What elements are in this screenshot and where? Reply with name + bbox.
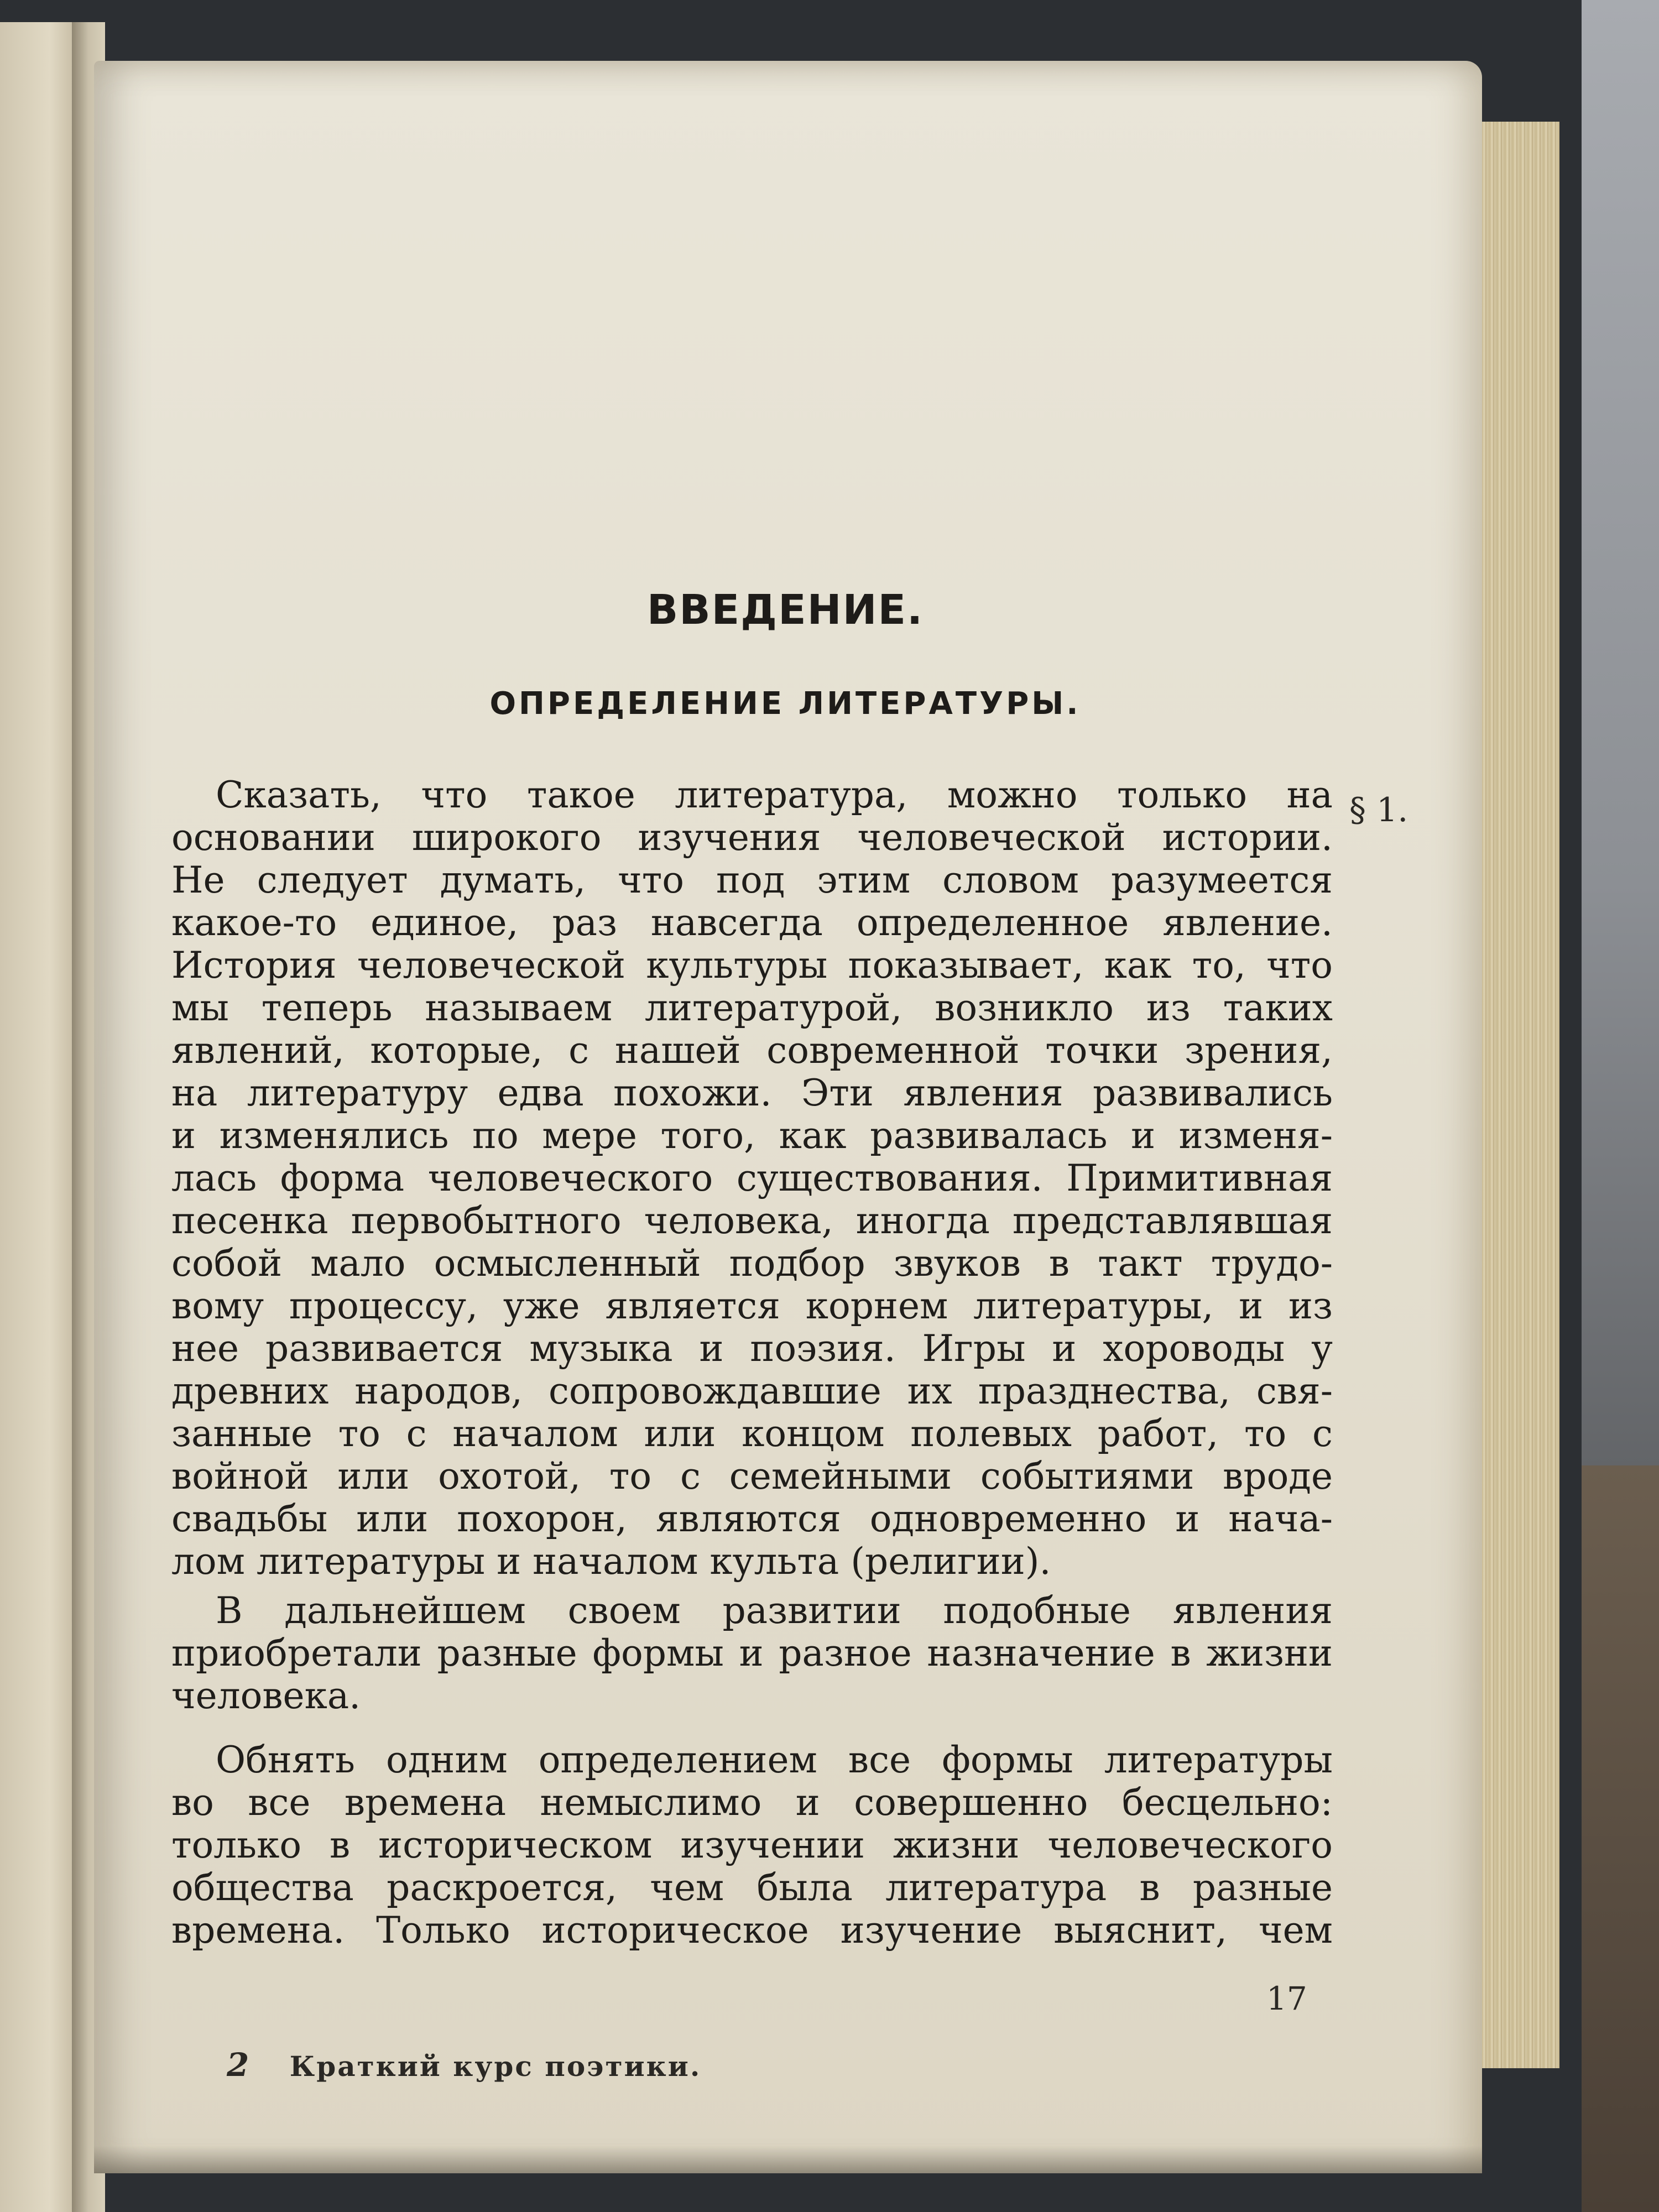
text-line: свадьбы или похорон, являются одновременно и нача- xyxy=(171,1498,1333,1540)
text-line: лась форма человеческого существования. Примитивная xyxy=(171,1157,1333,1199)
left-page-edge xyxy=(0,22,83,2212)
text-line: основании широкого изучения человеческой истории. xyxy=(171,816,1333,859)
text-line: Обнять одним определением все формы литературы xyxy=(216,1739,1333,1781)
text-line: времена. Только историческое изучение выяснит, чем xyxy=(171,1909,1333,1952)
text-line: только в историческом изучении жизни человеческого xyxy=(171,1824,1333,1866)
text-line: какое-то единое, раз навсегда определенное явление. xyxy=(171,901,1333,944)
text-line: песенка первобытного человека, иногда представлявшая xyxy=(171,1199,1333,1242)
page-edges xyxy=(1471,122,1559,2068)
text-line: человека. xyxy=(171,1674,361,1717)
page-number: 17 xyxy=(1266,1980,1307,2017)
text-line: мы теперь называем литературой, возникло из таких xyxy=(171,987,1333,1029)
text-line: древних народов, сопровождавшие их празднества, свя- xyxy=(171,1370,1333,1412)
page-bottom-shadow xyxy=(94,2146,1482,2173)
text-line: История человеческой культуры показывает, как то, что xyxy=(171,944,1333,987)
section-subtitle: ОПРЕДЕЛЕНИЕ ЛИТЕРАТУРЫ. xyxy=(489,686,1081,722)
text-line: во все времена немыслимо и совершенно бесцельно: xyxy=(171,1781,1333,1824)
text-line: Не следует думать, что под этим словом разумеется xyxy=(171,859,1333,901)
section-mark: § 1. xyxy=(1349,791,1408,830)
text-line: общества раскроется, чем была литература в разные xyxy=(171,1866,1333,1909)
text-line: вому процессу, уже является корнем литературы, и из xyxy=(171,1285,1333,1327)
text-line: В дальнейшем своем развитии подобные явления xyxy=(216,1589,1333,1632)
text-line: занные то с началом или концом полевых работ, то с xyxy=(171,1412,1333,1455)
printer-signature xyxy=(227,2046,701,2084)
text-line: на литературу едва похожи. Эти явления развивались xyxy=(171,1072,1333,1114)
text-line: нее развивается музыка и поэзия. Игры и хороводы у xyxy=(171,1327,1333,1370)
text-line: приобретали разные формы и разное назначение в жизни xyxy=(171,1632,1333,1674)
text-line: и изменялись по мере того, как развивалась и изменя- xyxy=(171,1114,1333,1157)
text-line: явлений, которые, с нашей современной точки зрения, xyxy=(171,1029,1333,1072)
signature-number: 2 xyxy=(227,2046,251,2084)
text-line: войной или охотой, то с семейными событиями вроде xyxy=(171,1455,1333,1498)
text-line: собой мало осмысленный подбор звуков в такт трудо- xyxy=(171,1242,1333,1285)
text-line: лом литературы и началом культа (религии). xyxy=(171,1540,1051,1583)
page-title: ВВЕДЕНИЕ. xyxy=(646,586,924,634)
text-line: Сказать, что такое литература, можно только на xyxy=(216,774,1333,816)
signature-text: Краткий курс поэтики. xyxy=(289,2050,702,2083)
